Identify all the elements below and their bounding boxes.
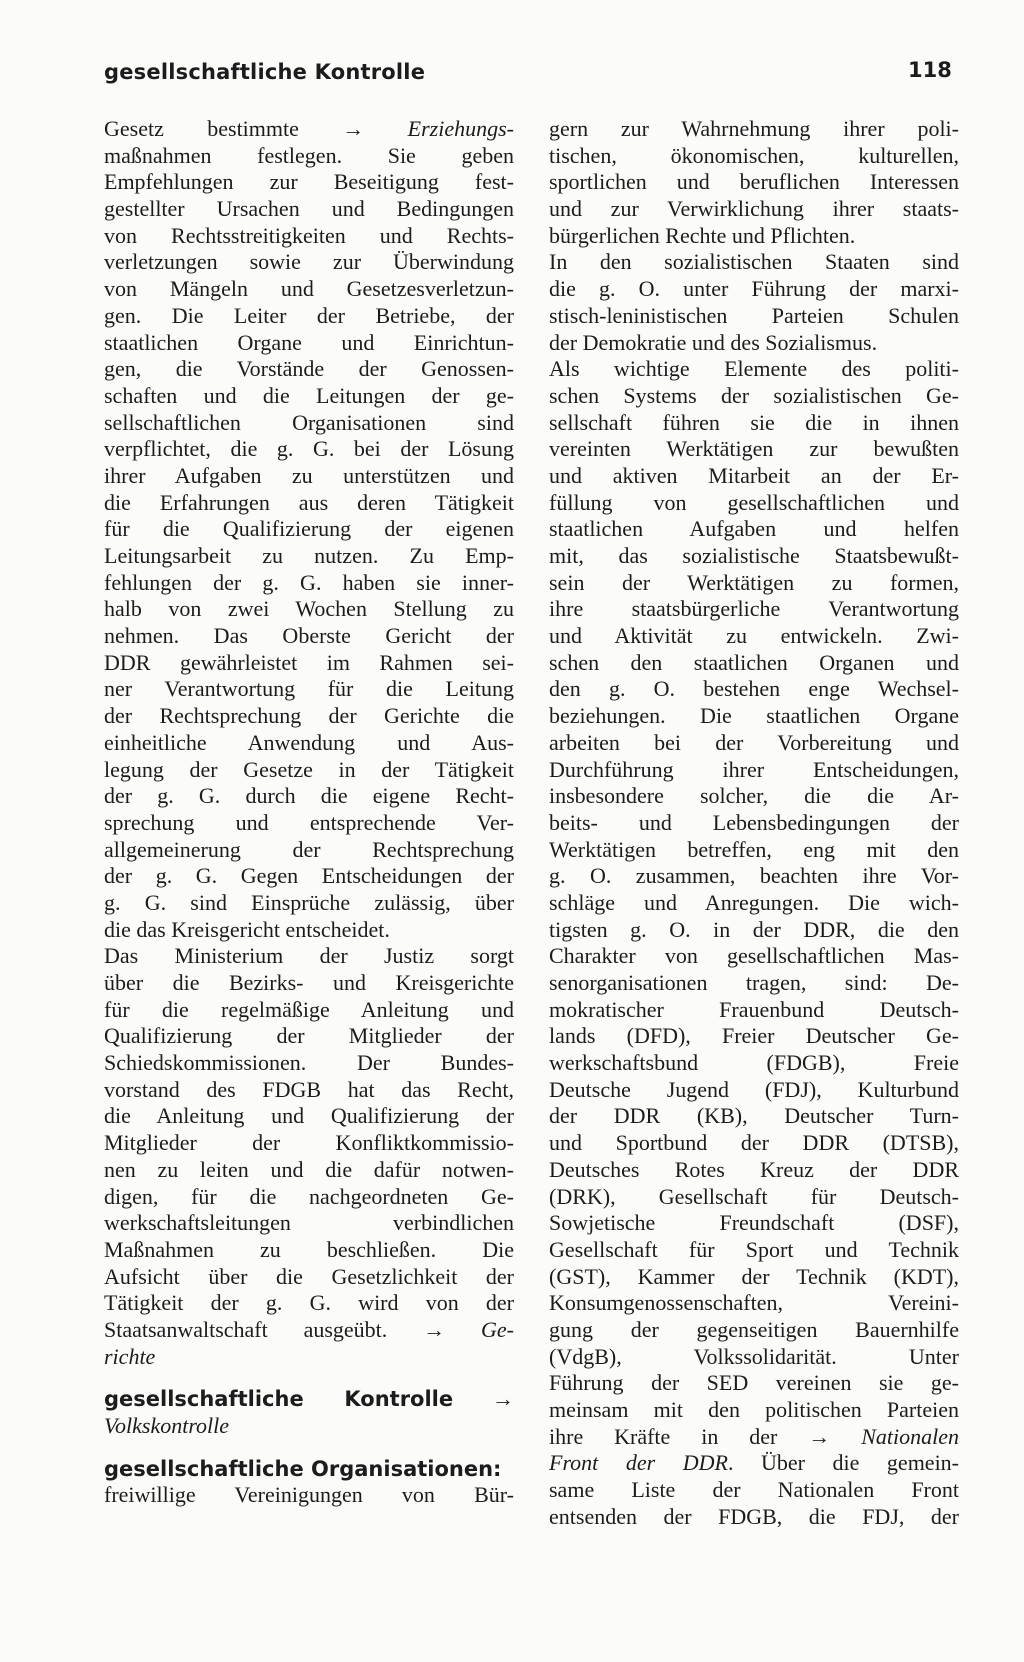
text-line: die das Kreisgericht entscheidet. xyxy=(104,916,390,942)
text-line: vereinten Werktätigen zur bewußten xyxy=(549,436,959,462)
text-line: und Sportbund der DDR (DTSB), xyxy=(549,1130,959,1156)
text-line: werkschaftsbund (FDGB), Freie xyxy=(549,1050,959,1076)
text-line: Front der DDR. Über die gemein- xyxy=(549,1450,959,1476)
text-line: schen den staatlichen Organen und xyxy=(549,649,959,675)
text-line: Empfehlungen zur Beseitigung fest- xyxy=(104,169,514,195)
text-line: lands (DFD), Freier Deutscher Ge- xyxy=(549,1023,959,1049)
text-line: same Liste der Nationalen Front xyxy=(549,1477,959,1503)
text-line: der Demokratie und des Sozialismus. xyxy=(549,329,878,355)
text-line: tigsten g. O. in der DDR, die den xyxy=(549,916,959,942)
text-line: schen Systems der sozialistischen Ge- xyxy=(549,382,959,408)
text-line: der g. G. Gegen Entscheidungen der xyxy=(104,863,514,889)
text-line: von Rechtsstreitigkeiten und Rechts- xyxy=(104,222,514,248)
text-line: werkschaftsleitungen verbindlichen xyxy=(104,1210,514,1236)
text-line: nehmen. Das Oberste Gericht der xyxy=(104,623,514,649)
text-line: gen, die Vorstände der Genossen- xyxy=(104,356,514,382)
text-line: sprechung und entsprechende Ver- xyxy=(104,809,514,835)
text-line: insbesondere solcher, die die Ar- xyxy=(549,783,959,809)
text-line: senorganisationen tragen, sind: De- xyxy=(549,970,959,995)
text-line: ihre staatsbürgerliche Verantwortung xyxy=(549,596,959,622)
text-line: g. O. zusammen, beachten ihre Vor- xyxy=(549,863,959,889)
text-line: g. G. sind Einsprüche zulässig, über xyxy=(104,889,514,915)
text-line: freiwillige Vereinigungen von Bür- xyxy=(104,1482,514,1508)
text-line: staatlichen Aufgaben und helfen xyxy=(549,516,959,542)
text-line: Qualifizierung der Mitglieder der xyxy=(104,1023,514,1049)
text-line: ihre Kräfte in der → Nationalen xyxy=(549,1423,959,1449)
cross-reference: Volkskontrolle xyxy=(104,1413,230,1438)
text-line: die Erfahrungen aus deren Tätigkeit xyxy=(104,489,514,515)
text-line: gestellter Ursachen und Bedingungen xyxy=(104,196,514,222)
text-line: sportlichen und beruflichen Interessen xyxy=(549,169,959,195)
text-line: gern zur Wahrnehmung ihrer poli- xyxy=(549,116,959,141)
text-line: Sowjetische Freundschaft (DSF), xyxy=(549,1210,959,1236)
text-line: vorstand des FDGB hat das Recht, xyxy=(104,1076,514,1102)
text-line: verletzungen sowie zur Überwindung xyxy=(104,249,514,275)
text-line: die Anleitung und Qualifizierung der xyxy=(104,1103,514,1129)
text-line: entsenden der FDGB, die FDJ, der xyxy=(549,1503,959,1529)
text-line: Gesetz bestimmte → Erziehungs- xyxy=(104,116,514,141)
text-line: arbeiten bei der Vorbereitung und xyxy=(549,729,959,755)
text-line: staatlichen Organe und Einrichtun- xyxy=(104,329,514,355)
text-line: mit, das sozialistische Staatsbewußt- xyxy=(549,543,959,568)
text-line: verpflichtet, die g. G. bei der Lösung xyxy=(104,436,514,462)
text-line: Deutsche Jugend (FDJ), Kulturbund xyxy=(549,1076,959,1102)
text-line: (DRK), Gesellschaft für Deutsch- xyxy=(549,1183,959,1209)
text-line: für die Qualifizierung der eigenen xyxy=(104,516,514,542)
page-number: 118 xyxy=(908,58,952,82)
text-line: fehlungen der g. G. haben sie inner- xyxy=(104,569,514,595)
text-line: Maßnahmen zu beschließen. Die xyxy=(104,1236,514,1262)
text-line: der DDR (KB), Deutscher Turn- xyxy=(549,1103,959,1129)
text-line: ner Verantwortung für die Leitung xyxy=(104,676,514,702)
left-column xyxy=(104,116,514,1509)
text-line: Mitglieder der Konfliktkommissio- xyxy=(104,1130,514,1156)
text-line: Durchführung ihrer Entscheidungen, xyxy=(549,756,959,782)
text-line: der g. G. durch die eigene Recht- xyxy=(104,783,514,809)
text-line: Das Ministerium der Justiz sorgt xyxy=(104,943,514,969)
text-line: und aktiven Mitarbeit an der Er- xyxy=(549,462,959,488)
headword-organisationen: gesellschaftliche Organisationen: xyxy=(104,1456,502,1481)
text-line: richte xyxy=(104,1343,156,1369)
text-line: für die regelmäßige Anleitung und xyxy=(104,996,514,1022)
text-line: schläge und Anregungen. Die wich- xyxy=(549,889,959,915)
right-column xyxy=(549,116,959,1530)
text-line: Als wichtige Elemente des politi- xyxy=(549,356,959,382)
text-line: DDR gewährleistet im Rahmen sei- xyxy=(104,649,514,675)
text-line: Leitungsarbeit zu nutzen. Zu Emp- xyxy=(104,543,514,568)
text-line: Charakter von gesellschaftlichen Mas- xyxy=(549,943,959,969)
arrow-icon: → xyxy=(492,1386,514,1412)
text-line: füllung von gesellschaftlichen und xyxy=(549,489,959,515)
text-line: legung der Gesetze in der Tätigkeit xyxy=(104,756,514,782)
text-line: gung der gegenseitigen Bauernhilfe xyxy=(549,1316,959,1342)
text-line: den g. O. bestehen enge Wechsel- xyxy=(549,676,959,702)
text-line: einheitliche Anwendung und Aus- xyxy=(104,729,514,755)
text-line: stisch-leninistischen Parteien Schulen xyxy=(549,302,959,328)
text-line: sellschaftlichen Organisationen sind xyxy=(104,409,514,435)
text-line: Führung der SED vereinen sie ge- xyxy=(549,1370,959,1396)
text-line: Staatsanwaltschaft ausgeübt. → Ge- xyxy=(104,1316,514,1342)
text-line: (VdgB), Volkssolidarität. Unter xyxy=(549,1343,959,1369)
text-line: (GST), Kammer der Technik (KDT), xyxy=(549,1263,959,1289)
text-line: Werktätigen betreffen, eng mit den xyxy=(549,836,959,862)
text-line: und Aktivität zu entwickeln. Zwi- xyxy=(549,623,959,649)
text-line: tischen, ökonomischen, kulturellen, xyxy=(549,142,959,168)
text-line: schaften und die Leitungen der ge- xyxy=(104,382,514,408)
text-line: sellschaft führen sie die in ihnen xyxy=(549,409,959,435)
text-line: Schiedskommissionen. Der Bundes- xyxy=(104,1050,514,1076)
text-line: mokratischer Frauenbund Deutsch- xyxy=(549,996,959,1022)
text-line: sein der Werktätigen zu formen, xyxy=(549,569,959,595)
text-line: nen zu leiten und die dafür notwen- xyxy=(104,1156,514,1182)
text-line: Deutsches Rotes Kreuz der DDR xyxy=(549,1156,959,1182)
text-line: der Rechtsprechung der Gerichte die xyxy=(104,703,514,729)
text-line: bürgerlichen Rechte und Pflichten. xyxy=(549,222,856,248)
text-line: über die Bezirks- und Kreisgerichte xyxy=(104,970,514,995)
text-line: beziehungen. Die staatlichen Organe xyxy=(549,703,959,729)
text-line: maßnahmen festlegen. Sie geben xyxy=(104,142,514,168)
text-line: Konsumgenossenschaften, Vereini- xyxy=(549,1290,959,1316)
headword-kontrolle: gesellschaftliche Kontrolle → xyxy=(104,1386,514,1412)
text-line: digen, für die nachgeordneten Ge- xyxy=(104,1183,514,1209)
text-line: Gesellschaft für Sport und Technik xyxy=(549,1236,959,1262)
text-line: halb von zwei Wochen Stellung zu xyxy=(104,596,514,622)
text-line: allgemeinerung der Rechtsprechung xyxy=(104,836,514,862)
text-line: gen. Die Leiter der Betriebe, der xyxy=(104,302,514,328)
text-line: meinsam mit den politischen Parteien xyxy=(549,1397,959,1422)
text-line: In den sozialistischen Staaten sind xyxy=(549,249,959,275)
text-line: Tätigkeit der g. G. wird von der xyxy=(104,1290,514,1316)
text-line: von Mängeln und Gesetzesverletzun- xyxy=(104,276,514,302)
text-line: die g. O. unter Führung der marxi- xyxy=(549,276,959,302)
running-head: gesellschaftliche Kontrolle xyxy=(104,60,426,84)
text-line: ihrer Aufgaben zu unterstützen und xyxy=(104,462,514,488)
text-line: und zur Verwirklichung ihrer staats- xyxy=(549,196,959,222)
text-line: Aufsicht über die Gesetzlichkeit der xyxy=(104,1263,514,1289)
text-line: beits- und Lebensbedingungen der xyxy=(549,809,959,835)
